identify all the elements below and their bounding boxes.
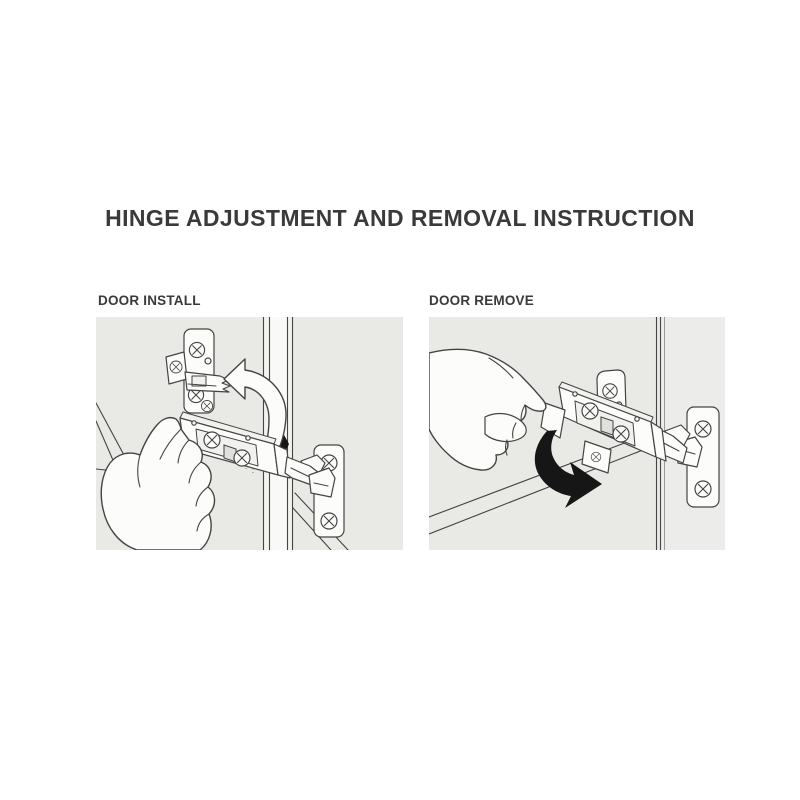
install-panel-label: DOOR INSTALL bbox=[98, 293, 201, 308]
page-title: HINGE ADJUSTMENT AND REMOVAL INSTRUCTION bbox=[105, 205, 695, 231]
install-illustration bbox=[96, 317, 403, 550]
remove-illustration bbox=[429, 317, 725, 550]
remove-panel-label: DOOR REMOVE bbox=[429, 293, 534, 308]
